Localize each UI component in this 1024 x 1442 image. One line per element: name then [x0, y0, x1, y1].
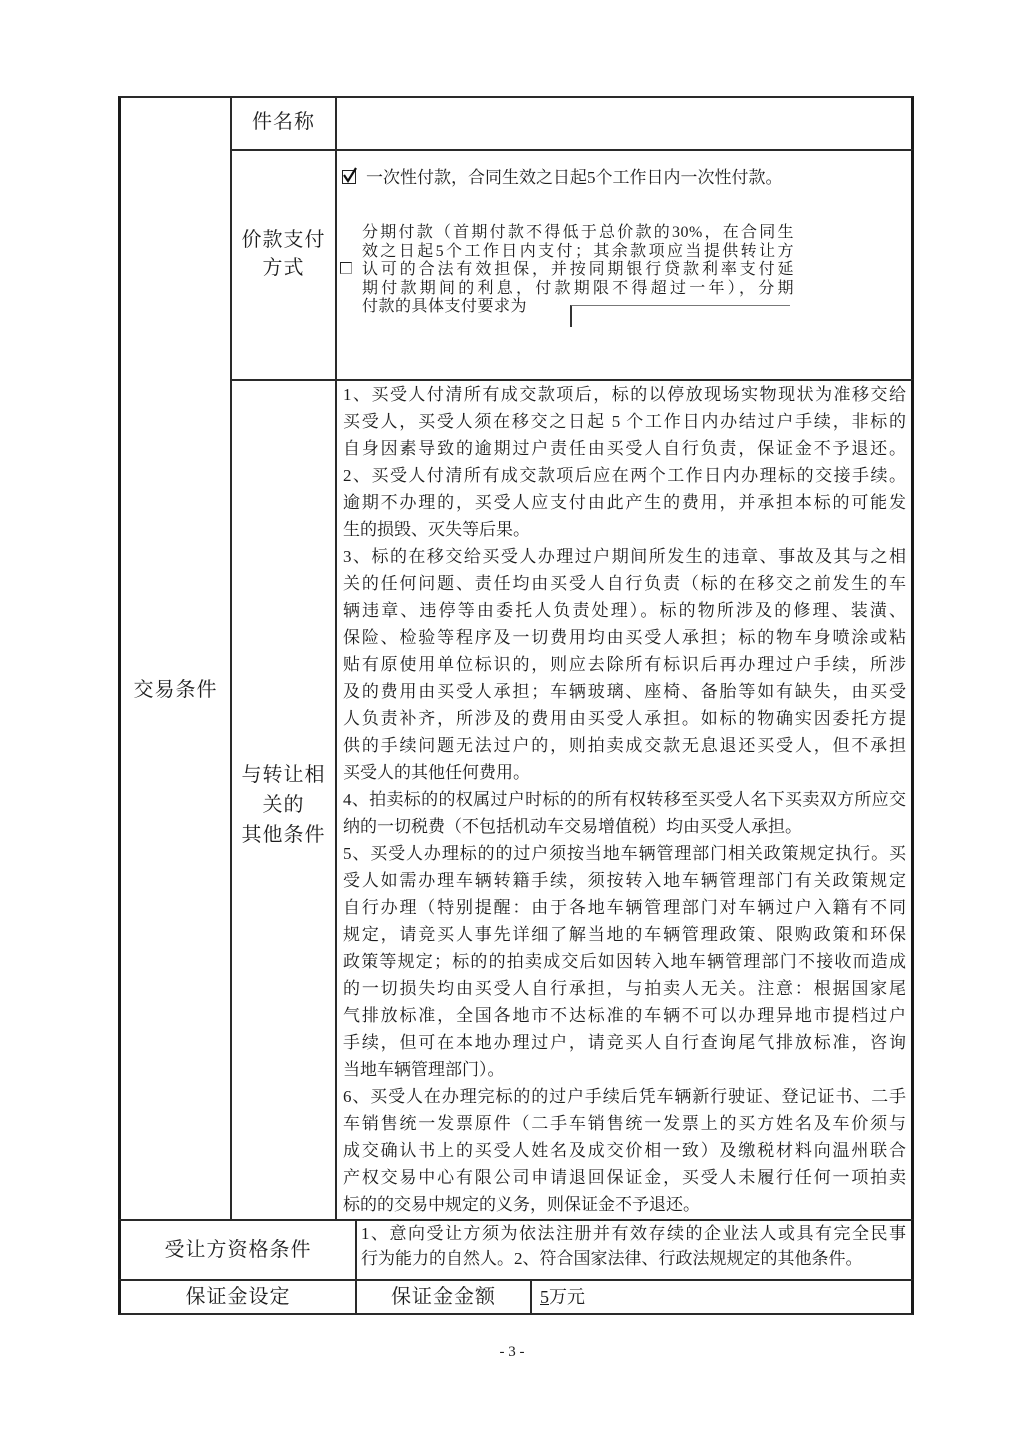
condition-line: 纳的一切税费（不包括机动车交易增值税）均由买受人承担。 [343, 817, 802, 836]
installment-checkbox[interactable] [340, 262, 352, 274]
condition-line: 及的费用由买受人承担；车辆玻璃、座椅、备胎等如有缺失，由买受 [343, 682, 906, 701]
condition-line: 产权交易中心有限公司申请退回保证金，买受人未履行任何一项拍卖 [343, 1168, 906, 1187]
trade-conditions-label: 交易条件 [133, 679, 218, 701]
payment-method-label [232, 226, 335, 282]
deposit-amount-label-cell [355, 1279, 532, 1315]
condition-item-1 [343, 381, 906, 462]
condition-line: 成交确认书上的买受人姓名及成交价相一致）及缴税材料向温州联合 [343, 1141, 906, 1160]
deposit-amount-number: 5 [540, 1287, 549, 1307]
qualification-line: 行为能力的自然人。2、符合国家法律、行政法规规定的其他条件。 [361, 1249, 863, 1268]
qualification-line: 1、意向受让方须为依法注册并有效存续的企业法人或具有完全民事 [361, 1224, 906, 1243]
condition-line: 政策等规定；标的的拍卖成交后如因转入地车辆管理部门不接收而造成 [343, 952, 906, 971]
condition-line: 保险、检验等程序及一切费用均由买受人承担；标的物车身喷涂或粘 [343, 628, 906, 647]
qualification-content-cell [355, 1219, 914, 1281]
installment-requirement-field[interactable] [570, 305, 790, 327]
condition-line: 逾期不办理的，买受人应支付由此产生的费用，并承担本标的可能发 [343, 493, 906, 512]
condition-line: 买受人，买受人须在移交之日起 5 个工作日内办结过户手续，非标的 [343, 412, 906, 431]
deposit-amount-unit: 万元 [549, 1287, 585, 1307]
condition-line: 买受人的其他任何费用。 [343, 763, 530, 782]
payment-method-label-cell [230, 149, 337, 381]
other-conditions-label [232, 760, 335, 850]
qualification-label: 受让方资格条件 [164, 1239, 312, 1261]
condition-line: 供的手续问题无法过户的，则拍卖成交款无息退还买受人，但不承担 [343, 736, 906, 755]
deposit-label: 保证金设定 [185, 1286, 291, 1308]
condition-item-6 [343, 1083, 906, 1218]
condition-line: 规定，请竞买人事先详细了解当地的车辆管理政策、限购政策和环保 [343, 925, 906, 944]
condition-line: 气排放标准，全国各地市不达标准的车辆不可以办理异地市提档过户 [343, 1006, 906, 1025]
condition-line: 生的损毁、灭失等后果。 [343, 520, 530, 539]
payment-method-label-line: 价款支付 [241, 229, 326, 251]
condition-item-3 [343, 543, 906, 786]
installment-line: 认可的合法有效担保，并按同期银行贷款利率支付延 [362, 261, 794, 278]
condition-line: 当地车辆管理部门）。 [343, 1060, 505, 1079]
condition-line: 2、买受人付清所有成交款项后应在两个工作日内办理标的交接手续。 [343, 466, 906, 485]
deposit-label-cell [118, 1279, 357, 1315]
installment-line: 付款的具体支付要求为 [362, 298, 528, 315]
condition-line: 4、拍卖标的的权属过户时标的的所有权转移至买受人名下买卖双方所应交 [343, 790, 906, 809]
installment-line: 期付款期间的利息，付款期限不得超过一年），分期 [362, 279, 794, 297]
payment-method-content-cell [335, 149, 914, 381]
condition-item-4 [343, 786, 906, 840]
trade-conditions-cell [118, 96, 232, 1221]
subject-name-label-cell [230, 96, 337, 151]
condition-line: 受人如需办理车辆转籍手续，须按转入地车辆管理部门有关政策规定 [343, 871, 906, 890]
subject-name-value-cell [335, 96, 914, 151]
payment-method-label-line: 方式 [262, 257, 305, 279]
condition-line: 的一切损失均由买受人自行承担，与拍卖人无关。注意：根据国家尾 [343, 979, 906, 998]
checkmark-icon [342, 167, 358, 185]
deposit-amount-label: 保证金金额 [391, 1286, 496, 1308]
condition-item-5 [343, 840, 906, 1083]
other-conditions-label-cell [230, 379, 337, 1221]
other-conditions-label-line: 与转让相 [241, 764, 326, 786]
condition-line: 标的的交易中规定的义务，则保证金不予退还。 [343, 1195, 700, 1214]
installment-option-text [362, 224, 794, 317]
installment-line: 分期付款（首期付款不得低于总价款的30%，在合同生 [362, 224, 794, 241]
condition-line: 辆违章、违停等由委托人负责处理）。标的物所涉及的修理、装潢、 [343, 601, 906, 620]
condition-line: 人负责补齐，所涉及的费用由买受人承担。如标的物确实因委托方提 [343, 709, 906, 728]
condition-item-2 [343, 462, 906, 543]
lump-sum-checkbox[interactable] [342, 170, 356, 184]
condition-line: 自行办理（特别提醒：由于各地车辆管理部门对车辆过户入籍有不同 [343, 898, 906, 917]
condition-line: 3、标的在移交给买受人办理过户期间所发生的违章、事故及其与之相 [343, 547, 906, 566]
condition-line: 1、买受人付清所有成交款项后，标的以停放现场实物现状为准移交给 [343, 385, 906, 404]
other-conditions-list [343, 381, 906, 1218]
condition-line: 贴有原使用单位标识的，则应去除所有标识后再办理过户手续，所涉 [343, 655, 906, 674]
other-conditions-label-line: 关的 [262, 794, 305, 816]
deposit-amount-value-cell [530, 1279, 914, 1315]
other-conditions-content-cell [335, 379, 914, 1221]
condition-line: 自身因素导致的逾期过户责任由买受人自行负责，保证金不予退还。 [343, 439, 906, 458]
condition-line: 关的任何问题、责任均由买受人自行负责（标的在移交之前发生的车 [343, 574, 906, 593]
condition-line: 6、买受人在办理完标的的过户手续后凭车辆新行驶证、登记证书、二手 [343, 1087, 906, 1106]
condition-line: 车销售统一发票原件（二手车销售统一发票上的买方姓名及车价须与 [343, 1114, 906, 1133]
installment-line: 效之日起5个工作日内支付；其余款项应当提供转让方 [362, 242, 794, 260]
lump-sum-option-text: 一次性付款，合同生效之日起5个工作日内一次性付款。 [366, 168, 783, 187]
condition-line: 5、买受人办理标的的过户须按当地车辆管理部门相关政策规定执行。买 [343, 844, 906, 863]
qualification-text [361, 1221, 906, 1271]
page-number: - 3 - [499, 1344, 525, 1360]
subject-name-label: 件名称 [252, 111, 315, 133]
qualification-label-cell [118, 1219, 357, 1281]
condition-line: 手续，但可在本地办理过户，请竞买人自行查询尾气排放标准，咨询 [343, 1033, 906, 1052]
other-conditions-label-line: 其他条件 [241, 824, 326, 846]
deposit-amount-value [540, 1281, 585, 1313]
